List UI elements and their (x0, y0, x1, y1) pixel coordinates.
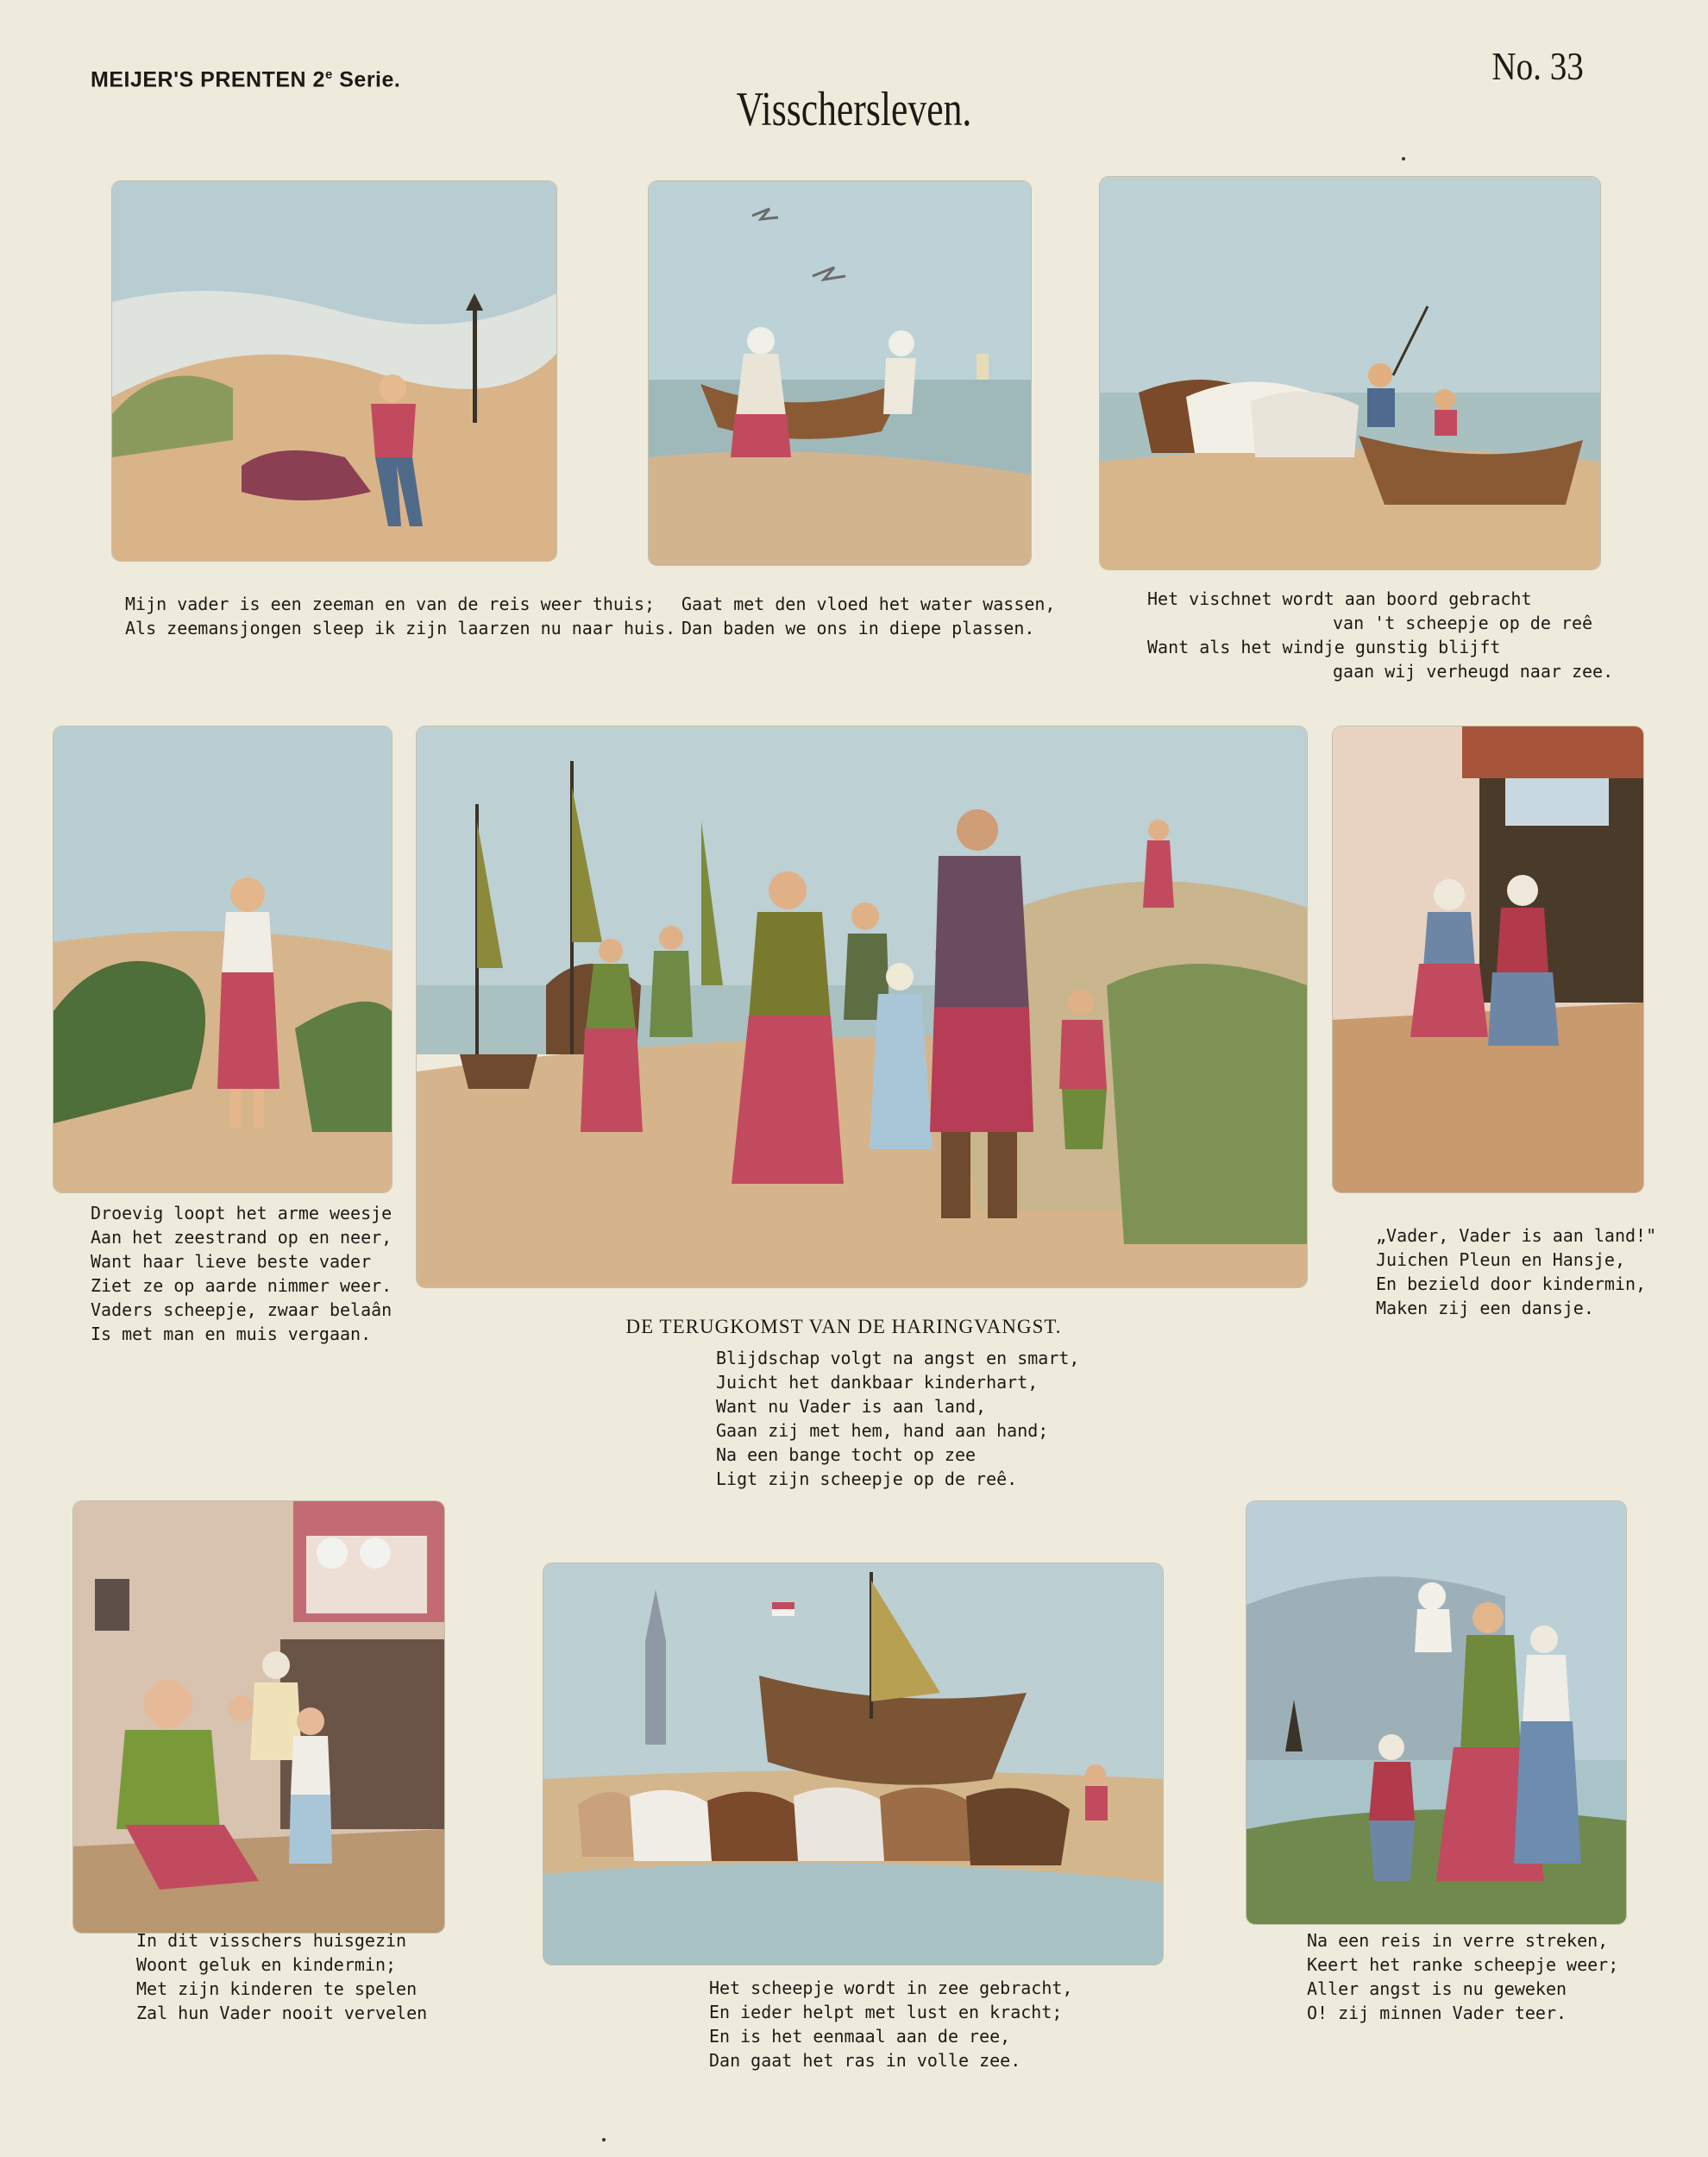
illustration-boat-launch (543, 1563, 1163, 1965)
caption-line: Aan het zeestrand op en neer, (91, 1227, 392, 1248)
caption-line: Want als het windje gunstig blijft (1147, 637, 1501, 657)
illustration-horses-pulling-boat (1100, 177, 1600, 569)
caption-line: Dan baden we ons in diepe plassen. (681, 618, 1035, 638)
caption-line: O! zij minnen Vader teer. (1307, 2003, 1567, 2023)
caption-line: Na een bange tocht op zee (716, 1444, 976, 1465)
caption-line: Keert het ranke scheepje weer; (1307, 1954, 1619, 1975)
caption-panel-9 (1307, 1928, 1618, 2025)
caption-panel-1 (125, 592, 675, 640)
caption-line: Dan gaat het ras in volle zee. (709, 2050, 1021, 2071)
caption-line: En is het eenmaal aan de ree, (709, 2026, 1011, 2047)
caption-line: Maken zij een dansje. (1376, 1298, 1594, 1318)
caption-line: Zal hun Vader nooit vervelen (136, 2003, 428, 2023)
caption-line: Blijdschap volgt na angst en smart, (716, 1348, 1080, 1368)
caption-line: Vaders scheepje, zwaar belaân (91, 1299, 392, 1320)
caption-line: Droevig loopt het arme weesje (91, 1203, 392, 1223)
caption-line: En bezield door kindermin, (1376, 1273, 1647, 1294)
illustration-family-interior (73, 1501, 444, 1933)
paper-speck (602, 2138, 606, 2141)
caption-line: Woont geluk en kindermin; (136, 1954, 397, 1975)
caption-line: Want haar lieve beste vader (91, 1251, 372, 1272)
sheet-number: No. 33 (1491, 44, 1584, 88)
caption-line: Als zeemansjongen sleep ik zijn laarzen nu naar huis. (125, 618, 676, 638)
illustration-women-carrying-boat (649, 181, 1031, 565)
caption-line: gaan wij verheugd naar zee. (1333, 661, 1614, 682)
caption-line: Ziet ze op aarde nimmer weer. (91, 1275, 392, 1296)
caption-panel-8 (709, 1976, 1072, 2072)
caption-line: In dit visschers huisgezin (136, 1930, 407, 1951)
caption-line: En ieder helpt met lust en kracht; (709, 2002, 1063, 2022)
caption-panel-2 (681, 592, 1055, 640)
caption-panel-3 (1147, 587, 1613, 683)
caption-line: Mijn vader is een zeeman en van de reis weer thuis; (125, 594, 656, 614)
caption-panel-6 (1376, 1223, 1656, 1320)
caption-line: Het vischnet wordt aan boord gebracht (1147, 588, 1532, 609)
illustration-girl-on-dunes (53, 726, 392, 1192)
caption-line: Het scheepje wordt in zee gebracht, (709, 1978, 1073, 1998)
caption-line: Is met man en muis vergaan. (91, 1324, 372, 1344)
illustration-boy-dragging-boots (112, 181, 556, 561)
paper-speck (1402, 157, 1405, 160)
centre-heading: DE TERUGKOMST VAN DE HARINGVANGST. (625, 1316, 1062, 1337)
caption-panel-7 (136, 1928, 427, 2025)
illustration-children-dancing (1333, 726, 1643, 1192)
illustration-family-return (417, 726, 1307, 1287)
series-superscript: e (324, 67, 333, 82)
caption-line: Ligt zijn scheepje op de reê. (716, 1468, 1018, 1489)
series-prefix: MEIJER'S PRENTEN 2 (91, 67, 325, 92)
page-title: Visschersleven. (736, 83, 972, 136)
caption-line: Juicht het dankbaar kinderhart, (716, 1372, 1039, 1393)
caption-line: Want nu Vader is aan land, (716, 1396, 987, 1417)
caption-line: Met zijn kinderen te spelen (136, 1978, 418, 1999)
illustration-woman-lifting-child (1246, 1501, 1626, 1924)
caption-line: Na een reis in verre streken, (1307, 1930, 1609, 1951)
caption-line: van 't scheepje op de reê (1333, 613, 1593, 633)
caption-line: Aller angst is nu geweken (1307, 1978, 1567, 1999)
caption-line: Gaat met den vloed het water wassen, (681, 594, 1056, 614)
caption-line: „Vader, Vader is aan land!" (1376, 1225, 1657, 1246)
series-suffix: Serie. (332, 67, 401, 92)
caption-line: Gaan zij met hem, hand aan hand; (716, 1420, 1049, 1441)
caption-panel-5 (716, 1346, 1079, 1491)
caption-line: Juichen Pleun en Hansje, (1376, 1249, 1625, 1270)
